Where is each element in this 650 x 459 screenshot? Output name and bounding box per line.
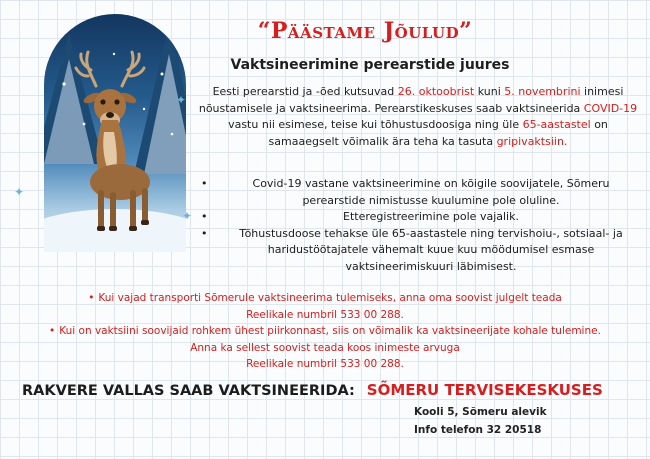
note-item [40,323,610,373]
sparkle-icon: ✦ [182,209,193,223]
phone-line: Info telefon 32 20518 [414,424,542,436]
note-text: Kui vajad transporti Sõmerule vaktsineerima tulemiseks, anna oma soovist julgelt teada [98,292,562,304]
note-item [40,290,610,323]
transport-notes [40,290,610,373]
age-highlight: 65-aastastel [522,118,591,131]
reindeer-picture [44,14,186,252]
address-line: Kooli 5, Sõmeru alevik [414,406,547,418]
note-contact: Reelikale numbril 533 00 288. [246,358,404,370]
bullet-dot: • [88,292,95,304]
bullet-dot: • [49,325,56,337]
note-text: Kui on vaktsiini soovijaid rohkem ühest piirkonnast, siis on võimalik ka vaktsineerijate kohale tulemine. Anna ka sellest soovist teada koos inimeste arvuga [59,325,601,354]
address-block [414,403,547,439]
start-date: 26. oktoobrist [397,85,475,98]
intro-text: vastu nii esimese, teise kui tõhustusdoosiga ning üle [228,118,523,131]
poster-title: “Päästame Jõulud” [257,18,473,44]
list-item: • Etteregistreerimine pole vajalik. [195,209,635,226]
list-item: • Covid-19 vastane vaktsineerimine on kõigile soovijatele, Sõmeru perearstide nimistusse kuulumine pole oluline. [195,176,635,209]
intro-text: inimesi nõustamisele ja vaktsineerima. Perearstikeskuses saab vaktsineerida [198,85,624,115]
info-bullet-list [195,176,635,275]
list-item: • Tõhustusdoose tehakse üle 65-aastastele ning tervishoiu-, sotsiaal- ja haridustöötajatele vähemalt kuue kuu möödumisel esmase vaktsineerimiskuuri läbimisest. [195,226,635,276]
reindeer-illustration [44,14,186,252]
note-contact: Reelikale numbril 533 00 288. [246,308,404,321]
location-name: SÕMERU TERVISEKESKUSES [366,381,603,399]
sparkle-icon: ✦ [14,185,25,199]
sparkle-icon: ✦ [176,93,187,107]
intro-text: kuni [474,85,505,98]
intro-text: Eesti perearstid ja -õed kutsuvad [212,85,398,98]
vaccination-location-line [22,381,642,399]
end-date: 5. novembrini [504,85,581,98]
intro-text: on samaaegselt võimalik ära teha ka tasuta [268,118,608,148]
location-lead: RAKVERE VALLAS SAAB VAKTSINEERIDA: [22,383,355,399]
poster-subtitle: Vaktsineerimine perearstide juures [230,57,510,73]
covid-highlight: COVID-19 [583,101,638,115]
intro-paragraph [198,84,638,150]
flu-vaccine-highlight: gripivaktsiin. [496,134,568,148]
